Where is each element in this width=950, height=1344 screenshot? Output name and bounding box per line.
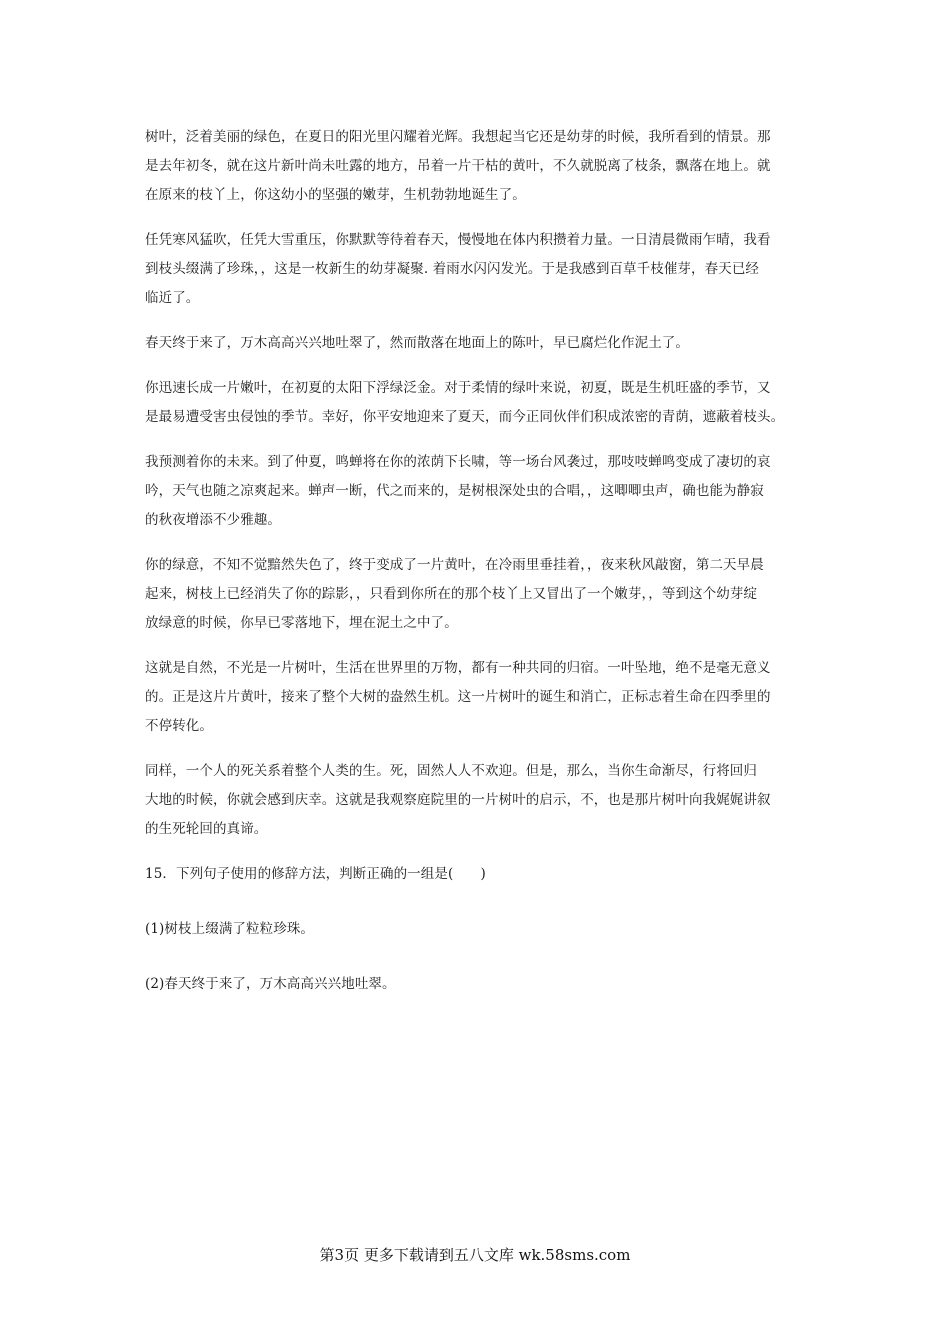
text-line: 不停转化。 (145, 718, 213, 734)
question-item-2: (2)春天终于来了，万木高高兴兴地吐翠。 (145, 976, 396, 992)
text-line: 到枝头缀满了珍珠，，这是一枚新生的幼芽凝聚. 着雨水闪闪发光。于是我感到百草千枝催芽，春天已经 (145, 261, 760, 277)
text-line: 的秋夜增添不少雅趣。 (145, 512, 281, 528)
text-line: 的。正是这片片黄叶，接来了整个大树的盎然生机。这一片树叶的诞生和消亡，正标志着生命在四季里的 (145, 689, 771, 705)
question-15 (145, 860, 810, 999)
paragraph-8 (145, 757, 810, 844)
article-body (145, 123, 810, 1025)
text-line: 的生死轮回的真谛。 (145, 821, 268, 837)
text-line: 是去年初冬，就在这片新叶尚未吐露的地方，吊着一片干枯的黄叶，不久就脱离了枝条，飘落在地上。就 (145, 158, 771, 174)
paragraph-3 (145, 329, 810, 358)
question-item-1: (1)树枝上缀满了粒粒珍珠。 (145, 921, 315, 937)
text-line: 你迅速长成一片嫩叶，在初夏的太阳下浮绿泛金。对于柔情的绿叶来说，初夏，既是生机旺盛的季节，又 (145, 380, 771, 396)
page-footer: 第3页 更多下载请到五八文库 wk.58sms.com (319, 1246, 631, 1264)
text-line: 起来，树枝上已经消失了你的踪影，，只看到你所在的那个枝丫上又冒出了一个嫩芽，，等到这个幼芽绽 (145, 586, 758, 602)
text-line: 吟，天气也随之凉爽起来。蝉声一断，代之而来的，是树根深处虫的合唱，，这唧唧虫声，确也能为静寂 (145, 483, 764, 499)
text-line: 我预测着你的未来。到了仲夏，鸣蝉将在你的浓荫下长啸，等一场台风袭过，那吱吱蝉鸣变成了凄切的哀 (145, 454, 771, 470)
text-line: 春天终于来了，万木高高兴兴地吐翠了，然而散落在地面上的陈叶，早已腐烂化作泥土了。 (145, 335, 689, 351)
text-line: 树叶，泛着美丽的绿色，在夏日的阳光里闪耀着光辉。我想起当它还是幼芽的时候，我所看到的情景。那 (145, 129, 771, 145)
text-line: 在原来的枝丫上，你这幼小的坚强的嫩芽，生机勃勃地诞生了。 (145, 187, 526, 203)
text-line: 是最易遭受害虫侵蚀的季节。幸好，你平安地迎来了夏天，而今正同伙伴们积成浓密的青荫，遮蔽着枝头。 (145, 409, 785, 425)
paragraph-2 (145, 226, 810, 313)
paragraph-6 (145, 551, 810, 638)
paragraph-5 (145, 448, 810, 535)
text-line: 大地的时候，你就会感到庆幸。这就是我观察庭院里的一片树叶的启示，不，也是那片树叶向我娓娓讲叙 (145, 792, 771, 808)
text-line: 放绿意的时候，你早已零落地下，埋在泥土之中了。 (145, 615, 458, 631)
paragraph-7 (145, 654, 810, 741)
text-line: 这就是自然，不光是一片树叶，生活在世界里的万物，都有一种共同的归宿。一叶坠地，绝不是毫无意义 (145, 660, 771, 676)
text-line: 你的绿意，不知不觉黯然失色了，终于变成了一片黄叶，在冷雨里垂挂着，，夜来秋风敲窗，第二天早晨 (145, 557, 764, 573)
text-line: 同样，一个人的死关系着整个人类的生。死，固然人人不欢迎。但是，那么，当你生命渐尽，行将回归 (145, 763, 757, 779)
question-stem: 15．下列句子使用的修辞方法，判断正确的一组是( ) (145, 866, 486, 882)
paragraph-4 (145, 374, 810, 432)
text-line: 任凭寒风猛吹，任凭大雪重压，你默默等待着春天，慢慢地在体内积攒着力量。一日清晨微雨乍晴，我看 (145, 232, 771, 248)
paragraph-1 (145, 123, 810, 210)
text-line: 临近了。 (145, 290, 200, 306)
